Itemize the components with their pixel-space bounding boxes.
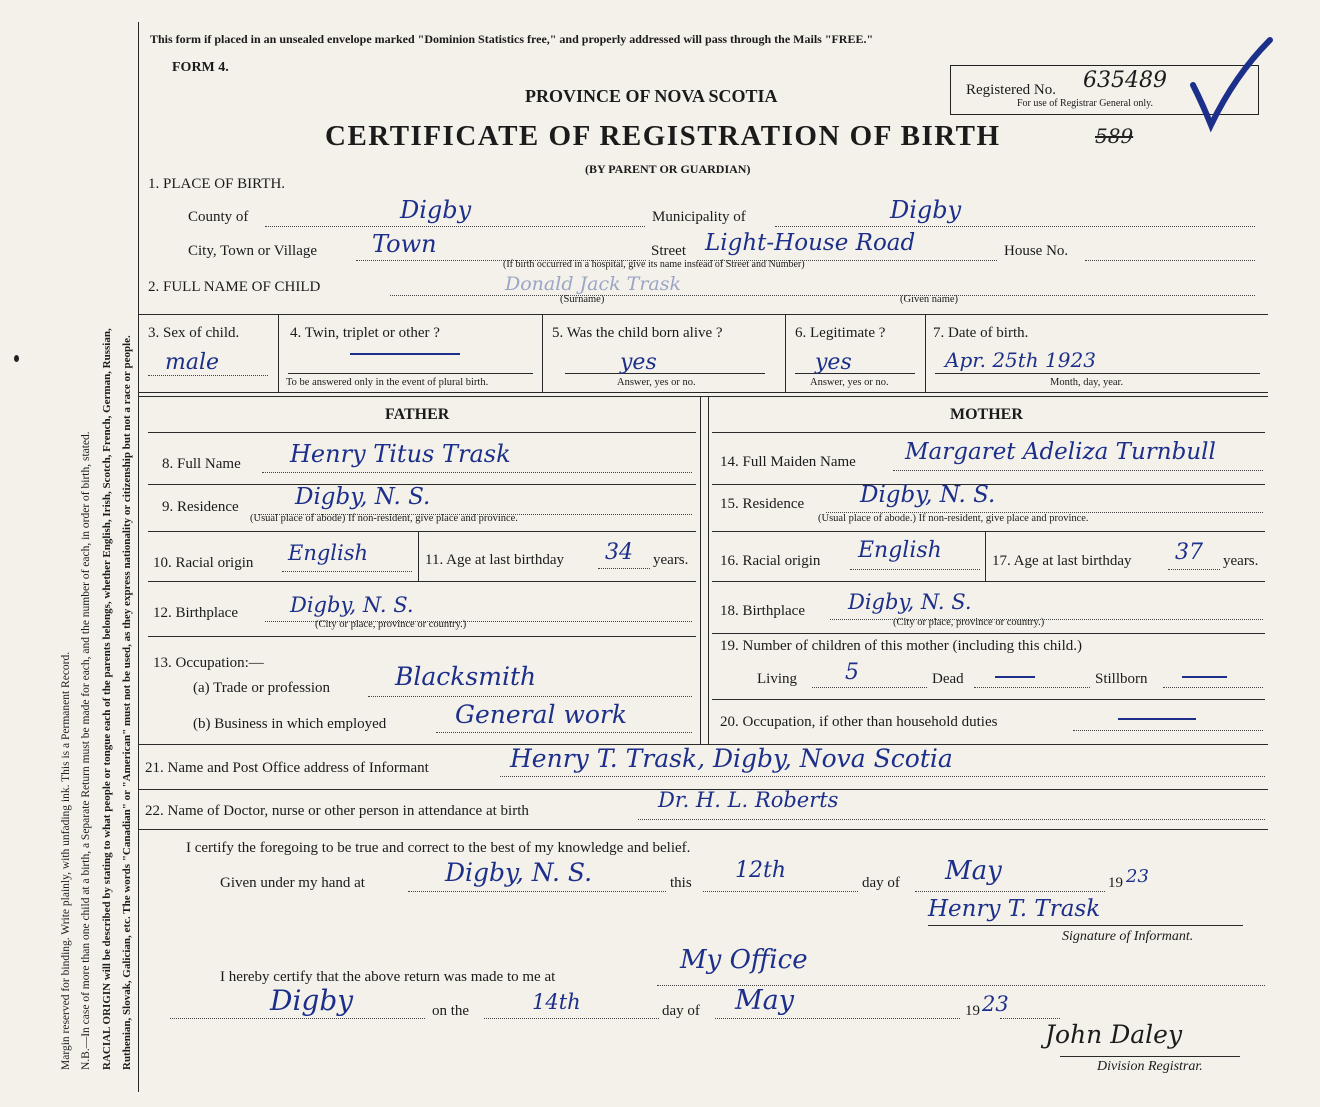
registrar-statement: I hereby certify that the above return was made to me at xyxy=(220,969,556,985)
birth-date-label: 7. Date of birth. xyxy=(933,325,1029,341)
mother-racial-value: English xyxy=(858,538,942,563)
province-title: PROVINCE OF NOVA SCOTIA xyxy=(525,86,778,106)
page-title: CERTIFICATE OF REGISTRATION OF BIRTH xyxy=(325,120,1001,152)
street-label: Street xyxy=(651,243,686,259)
dead-label: Dead xyxy=(932,671,964,687)
registrar-day-value: 14th xyxy=(532,990,581,1014)
given-year-value: 23 xyxy=(1126,866,1149,887)
mother-residence-value: Digby, N. S. xyxy=(860,482,996,508)
mother-age-value: 37 xyxy=(1175,540,1203,565)
father-birthplace-value: Digby, N. S. xyxy=(290,593,414,617)
given-name-note: (Given name) xyxy=(900,294,959,305)
alive-note: Answer, yes or no. xyxy=(617,377,696,388)
father-birthplace-label: 12. Birthplace xyxy=(153,605,238,621)
father-residence-label: 9. Residence xyxy=(162,499,239,515)
mother-occupation-label: 20. Occupation, if other than household duties xyxy=(720,714,998,730)
legitimate-value: yes xyxy=(815,350,852,375)
ink-dot xyxy=(14,355,19,362)
father-name-value: Henry Titus Trask xyxy=(290,440,511,468)
checkmark-icon xyxy=(1185,35,1275,135)
place-section-label: 1. PLACE OF BIRTH. xyxy=(148,176,286,192)
hospital-note: (If birth occurred in a hospital, give its name instead of Street and Number) xyxy=(503,259,805,270)
father-heading: FATHER xyxy=(385,406,450,423)
father-racial-label: 10. Racial origin xyxy=(153,555,254,571)
margin-line xyxy=(138,22,139,1092)
house-label: House No. xyxy=(1004,243,1069,259)
child-name-value: Donald Jack Trask xyxy=(505,273,682,295)
mother-birthplace-label: 18. Birthplace xyxy=(720,603,805,619)
doctor-label: 22. Name of Doctor, nurse or other person in attendance at birth xyxy=(145,803,529,819)
given-label: Given under my hand at xyxy=(220,875,365,891)
form-number: FORM 4. xyxy=(172,60,229,75)
on-the-label: on the xyxy=(432,1003,470,1019)
mother-heading: MOTHER xyxy=(950,406,1023,423)
surname-note: (Surname) xyxy=(560,294,605,305)
living-label: Living xyxy=(757,671,797,687)
mother-name-label: 14. Full Maiden Name xyxy=(720,454,856,470)
father-age-value: 34 xyxy=(605,540,633,565)
legitimate-label: 6. Legitimate ? xyxy=(795,325,886,341)
binding-note: Margin reserved for binding. Write plainly, with unfading ink. This is a Permanent Record. xyxy=(60,651,72,1070)
mother-birthplace-note: (City or place, province or country.) xyxy=(893,617,1045,628)
child-name-label: 2. FULL NAME OF CHILD xyxy=(148,279,321,295)
mother-age-label: 17. Age at last birthday xyxy=(992,553,1132,569)
municipality-label: Municipality of xyxy=(652,209,746,225)
children-label: 19. Number of children of this mother (including this child.) xyxy=(720,638,1083,654)
legitimate-note: Answer, yes or no. xyxy=(810,377,889,388)
street-value: Light-House Road xyxy=(705,230,916,256)
municipality-value: Digby xyxy=(890,196,962,224)
informant-value: Henry T. Trask, Digby, Nova Scotia xyxy=(510,744,953,773)
living-value: 5 xyxy=(845,660,859,685)
multiple-birth-note: N.B.—In case of more than one child at a birth, a Separate Return must be made for each, and the number of each, in order of birth, stated. xyxy=(80,431,92,1070)
signature-label: Signature of Informant. xyxy=(1062,929,1194,944)
racial-origin-note: RACIAL ORIGIN will be described by stating to what people or tongue each of the parents belongs, whether English, Irish, Scotch, French, German, Russian, xyxy=(101,328,113,1070)
registrar-year-prefix: 19 xyxy=(965,1003,980,1019)
mail-note: This form if placed in an unsealed envelope marked "Dominion Statistics free," and properly addressed will pass through the Mails "FREE." xyxy=(150,32,874,46)
registrar-place-value: My Office xyxy=(680,945,808,975)
given-place-value: Digby, N. S. xyxy=(445,858,593,887)
sex-label: 3. Sex of child. xyxy=(148,325,240,341)
division-registrar-label: Division Registrar. xyxy=(1097,1059,1203,1074)
registrar-day-of-label: day of xyxy=(662,1003,700,1019)
informant-signature: Henry T. Trask xyxy=(928,896,1101,922)
father-residence-value: Digby, N. S. xyxy=(295,484,431,510)
given-day-value: 12th xyxy=(735,858,787,883)
alive-value: yes xyxy=(620,350,657,375)
sex-value: male xyxy=(165,350,220,375)
birth-date-note: Month, day, year. xyxy=(1050,377,1124,388)
business-value: General work xyxy=(455,700,628,729)
informant-label: 21. Name and Post Office address of Informant xyxy=(145,760,429,776)
certify-statement: I certify the foregoing to be true and correct to the best of my knowledge and belief. xyxy=(186,840,691,856)
registrar-town-value: Digby xyxy=(270,984,354,1017)
day-of-label: day of xyxy=(862,875,900,891)
doctor-value: Dr. H. L. Roberts xyxy=(658,788,839,812)
mother-residence-note: (Usual place of abode.) If non-resident, give place and province. xyxy=(818,513,1089,524)
birth-date-value: Apr. 25th 1923 xyxy=(945,348,1096,372)
county-label: County of xyxy=(188,209,249,225)
twin-label: 4. Twin, triplet or other ? xyxy=(290,325,440,341)
registered-label: Registered No. xyxy=(966,82,1056,98)
father-birthplace-note: (City or place, province or country.) xyxy=(315,619,467,630)
racial-origin-note-2: Ruthenian, Slovak, Galician, etc. The words "Canadian" or "American" must not be used, as they express nationality or citizenship but not a race or people. xyxy=(121,335,133,1070)
this-label: this xyxy=(670,875,692,891)
registered-number: 635489 xyxy=(1083,68,1167,93)
mother-racial-label: 16. Racial origin xyxy=(720,553,821,569)
father-name-label: 8. Full Name xyxy=(162,456,241,472)
business-label: (b) Business in which employed xyxy=(193,716,387,732)
alive-label: 5. Was the child born alive ? xyxy=(552,325,723,341)
county-value: Digby xyxy=(400,196,472,224)
father-age-label: 11. Age at last birthday xyxy=(425,552,564,568)
trade-value: Blacksmith xyxy=(395,662,537,691)
mother-name-value: Margaret Adeliza Turnbull xyxy=(905,439,1216,465)
struck-number: 589 xyxy=(1095,124,1134,148)
father-years-label: years. xyxy=(653,552,689,568)
father-racial-value: English xyxy=(288,541,369,565)
given-month-value: May xyxy=(945,856,1002,886)
registrar-year-value: 23 xyxy=(982,992,1009,1016)
registrar-month-value: May xyxy=(735,985,794,1016)
occupation-label: 13. Occupation:— xyxy=(153,655,264,671)
mother-birthplace-value: Digby, N. S. xyxy=(848,590,972,614)
subtitle: (BY PARENT OR GUARDIAN) xyxy=(585,162,751,176)
registrar-note: For use of Registrar General only. xyxy=(1017,98,1153,109)
given-year-prefix: 19 xyxy=(1108,875,1123,891)
registrar-signature: John Daley xyxy=(1045,1020,1183,1049)
father-residence-note: (Usual place of abode) If non-resident, give place and province. xyxy=(250,513,518,524)
city-label: City, Town or Village xyxy=(188,243,318,259)
trade-label: (a) Trade or profession xyxy=(193,680,331,696)
mother-years-label: years. xyxy=(1223,553,1259,569)
mother-residence-label: 15. Residence xyxy=(720,496,805,512)
stillborn-label: Stillborn xyxy=(1095,671,1148,687)
twin-note: To be answered only in the event of plural birth. xyxy=(286,377,489,388)
city-value: Town xyxy=(372,230,437,258)
